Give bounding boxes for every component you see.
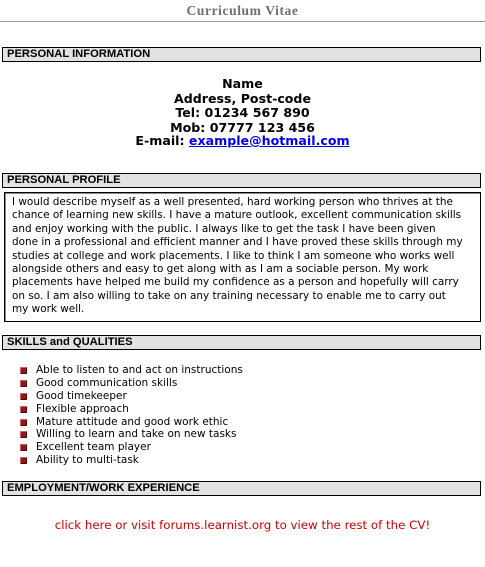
bullet-icon — [20, 406, 27, 413]
profile-line: done in a professional and efficient manner and I have proved these skills through my — [12, 236, 463, 249]
contact-mob: Mob: 07777 123 456 — [170, 119, 315, 135]
skill-item — [20, 454, 243, 467]
profile-text — [12, 196, 478, 317]
section-header-personal-profile — [2, 173, 481, 188]
section-label: EMPLOYMENT/WORK EXPERIENCE — [7, 482, 200, 494]
bullet-icon — [20, 367, 27, 374]
profile-line: placements have helped me build my confidence as a person and hopefully will carry — [12, 276, 459, 289]
profile-line: and enjoy working with the public. I always like to get the task I have been given — [12, 222, 436, 235]
profile-line: on so. I am also willing to take on any training necessary to enable me to carry out — [12, 289, 446, 302]
contact-name: Name — [222, 76, 263, 91]
section-header-employment — [2, 481, 481, 496]
email-label: E-mail: — [135, 133, 185, 148]
document-title: Curriculum Vitae — [186, 3, 299, 18]
section-header-personal-information — [2, 47, 481, 62]
view-full-cv-link[interactable]: click here or visit forums.learnist.org to view the rest of the CV! — [54, 518, 431, 532]
profile-line: studies at college and work placements. I like to think I am someone who works well — [12, 249, 455, 262]
skill-item — [20, 441, 243, 454]
profile-line: alongside others and easy to get along with as I am a sociable person. My work — [12, 263, 429, 276]
profile-line: I would describe myself as a well presented, hard working person who thrives at the — [12, 196, 453, 208]
skill-item — [20, 428, 243, 441]
profile-line: chance of learning new skills. I have a mature outlook, excellent communication skills — [12, 209, 462, 222]
bullet-icon — [20, 419, 27, 426]
contact-email-row — [0, 134, 485, 149]
bullet-icon — [20, 431, 27, 438]
skill-text: Ability to multi-task — [36, 454, 139, 467]
skill-text: Good communication skills — [36, 376, 178, 389]
skill-text: Flexible approach — [36, 402, 129, 415]
skill-text: Able to listen to and act on instructions — [36, 364, 243, 376]
skill-item — [20, 403, 243, 416]
skill-text: Mature attitude and good work ethic — [36, 415, 229, 428]
bullet-icon — [20, 457, 27, 464]
skills-list — [20, 364, 243, 467]
profile-line: my work well. — [12, 303, 85, 316]
section-label: PERSONAL INFORMATION — [7, 48, 151, 60]
title-divider — [0, 21, 485, 22]
email-link[interactable]: example@hotmail.com — [188, 133, 350, 148]
section-header-skills — [2, 335, 481, 350]
contact-tel: Tel: 01234 567 890 — [175, 105, 310, 120]
bullet-icon — [20, 380, 27, 387]
skill-item — [20, 377, 243, 390]
skill-item — [20, 364, 243, 377]
skill-text: Good timekeeper — [36, 389, 127, 402]
section-label: SKILLS and QUALITIES — [7, 336, 133, 348]
section-label: PERSONAL PROFILE — [7, 174, 121, 186]
skill-text: Excellent team player — [36, 441, 151, 454]
skill-item — [20, 416, 243, 429]
skill-text: Willing to learn and take on new tasks — [36, 428, 237, 441]
bullet-icon — [20, 393, 27, 400]
skill-item — [20, 390, 243, 403]
bullet-icon — [20, 444, 27, 451]
contact-address: Address, Post-code — [174, 90, 311, 106]
